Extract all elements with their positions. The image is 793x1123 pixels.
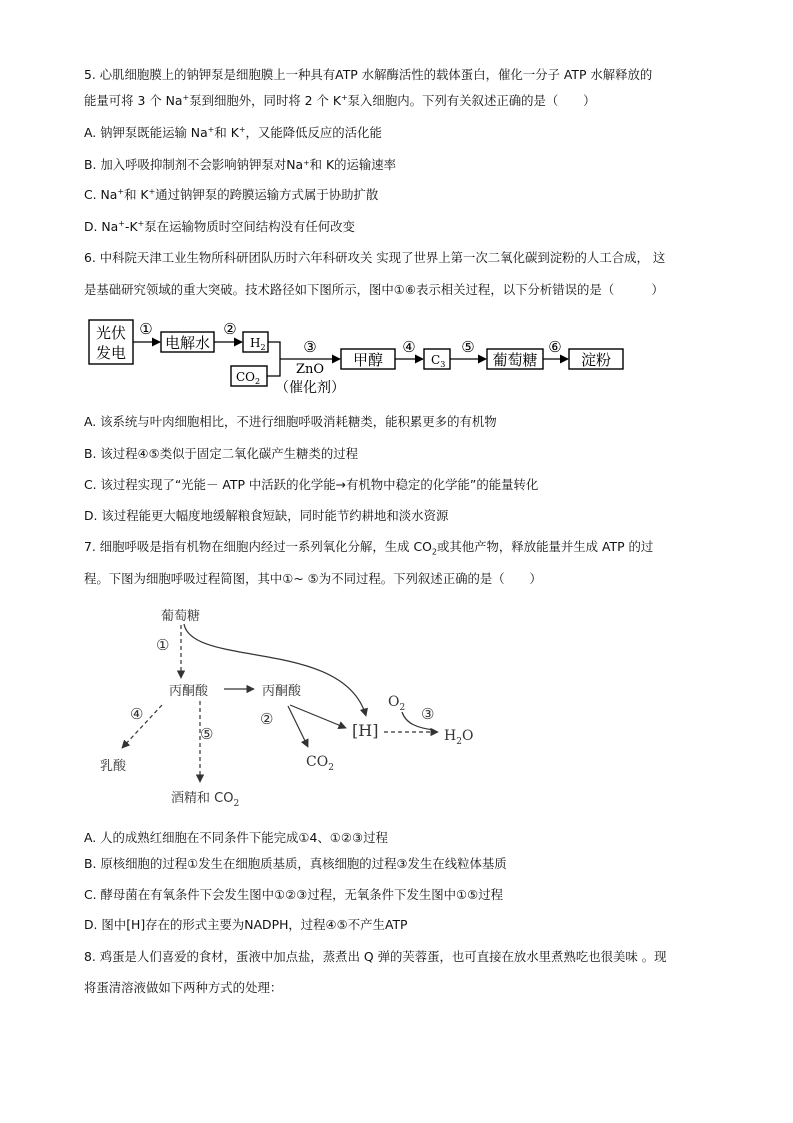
o2-label: $O_2$ [388, 694, 406, 713]
h2-label: $H_2$ [250, 336, 266, 352]
step-6-number: ⑥ [548, 338, 562, 356]
q7-option-a: A. 人的成熟红细胞在不同条件下能完成①4、①②③过程 [84, 830, 388, 845]
photovoltaic-label-2: 发电 [95, 344, 127, 362]
step-3-number: ③ [303, 338, 317, 356]
alcohol-co2-node: 酒精和 $CO_2$ [171, 791, 240, 809]
q6-option-b: B. 该过程④⑤类似于固定二氧化碳产生糖类的过程 [84, 446, 359, 461]
step-4-number: ④ [402, 338, 416, 356]
hydrogen-node: [H] [352, 721, 379, 740]
electrolysis-label: 电解水 [164, 334, 211, 352]
q5-option-c: C. Na+和 K+通过钠钾泵的跨膜运输方式属于协助扩散 [84, 186, 379, 202]
q6-option-d: D. 该过程能更大幅度地缓解粮食短缺，同时能节约耕地和淡水资源 [84, 508, 449, 523]
c3-label: $C_3$ [431, 353, 446, 369]
photovoltaic-label-1: 光伏 [95, 324, 127, 342]
co2-node: $CO_2$ [306, 754, 334, 773]
q7-option-d: D. 图中[H]存在的形式主要为NADPH，过程④⑤不产生ATP [84, 917, 408, 932]
process-3-number: ③ [421, 705, 435, 723]
process-2-number: ② [260, 710, 274, 728]
pyruvate-node-2: 丙酮酸 [262, 684, 302, 699]
q5-option-d: D. Na+-K+泵在运输物质时空间结构没有任何改变 [84, 218, 355, 234]
q7-option-b: B. 原核细胞的过程①发生在细胞质基质，真核细胞的过程③发生在线粒体基质 [84, 856, 507, 871]
q6-stem-line2: 是基础研究领域的重大突破。技术路径如下图所示，图中①⑥表示相关过程，以下分析错误的是（ ） [84, 282, 664, 297]
q6-option-a: A. 该系统与叶肉细胞相比，不进行细胞呼吸消耗糖类，能积累更多的有机物 [84, 414, 497, 429]
q7-option-c: C. 酵母菌在有氧条件下会发生图中①②③过程，无氧条件下发生图中①⑤过程 [84, 887, 504, 902]
process-1-number: ① [156, 636, 170, 654]
q5-option-b: B. 加入呼吸抑制剂不会影响钠钾泵对Na⁺和 K的运输速率 [84, 157, 397, 172]
process-5-number: ⑤ [200, 725, 214, 743]
q7-stem-line1: 7. 细胞呼吸是指有机物在细胞内经过一系列氧化分解，生成 $CO_2$或其他产物，释放能量并生成 ATP 的过 [84, 539, 654, 557]
q8-stem-line1: 8. 鸡蛋是人们喜爱的食材，蛋液中加点盐，蒸煮出 Q 弹的芙蓉蛋，也可直接在放水里煮熟吃也很美味 。现 [84, 949, 667, 964]
q7-respiration-diagram [84, 598, 504, 816]
q8-stem-line2: 将蛋清溶液做如下两种方式的处理： [84, 980, 283, 995]
q6-flow-diagram [84, 312, 644, 404]
glucose-node: 葡萄糖 [161, 609, 201, 624]
lactic-acid-node: 乳酸 [100, 759, 127, 774]
q7-stem-line2: 程。下图为细胞呼吸过程简图，其中①~ ⑤为不同过程。下列叙述正确的是（ ） [84, 571, 542, 586]
co2-label: $CO_2$ [236, 370, 261, 386]
catalyst-label: （催化剂） [275, 380, 345, 396]
q6-option-c: C. 该过程实现了“光能－ ATP 中活跃的化学能→有机物中稳定的化学能”的能量转化 [84, 477, 539, 492]
pyruvate-node-1: 丙酮酸 [169, 684, 209, 699]
glucose-label: 葡萄糖 [492, 351, 538, 369]
q5-stem-line1: 5. 心肌细胞膜上的钠钾泵是细胞膜上一种具有ATP 水解酶活性的载体蛋白，催化一分子 ATP 水解释放的 [84, 67, 653, 82]
q5-option-a: A. 钠钾泵既能运输 Na+和 K+，又能降低反应的活化能 [84, 124, 382, 140]
step-2-number: ② [223, 320, 237, 338]
step-5-number: ⑤ [461, 338, 475, 356]
methanol-label: 甲醇 [352, 351, 384, 369]
step-1-number: ① [139, 320, 153, 338]
starch-label: 淀粉 [580, 351, 612, 369]
zno-label: ZnO [295, 362, 325, 377]
q6-stem-line1: 6. 中科院天津工业生物所科研团队历时六年科研攻关 实现了世界上第一次二氧化碳到淀粉的人工合成， 这 [84, 250, 666, 265]
q5-stem-line2: 能量可将 3 个 Na+泵到细胞外，同时将 2 个 K+泵入细胞内。下列有关叙述正确的是（ ） [84, 92, 596, 108]
h2o-node: $H_2O$ [444, 728, 474, 747]
process-4-number: ④ [130, 705, 144, 723]
